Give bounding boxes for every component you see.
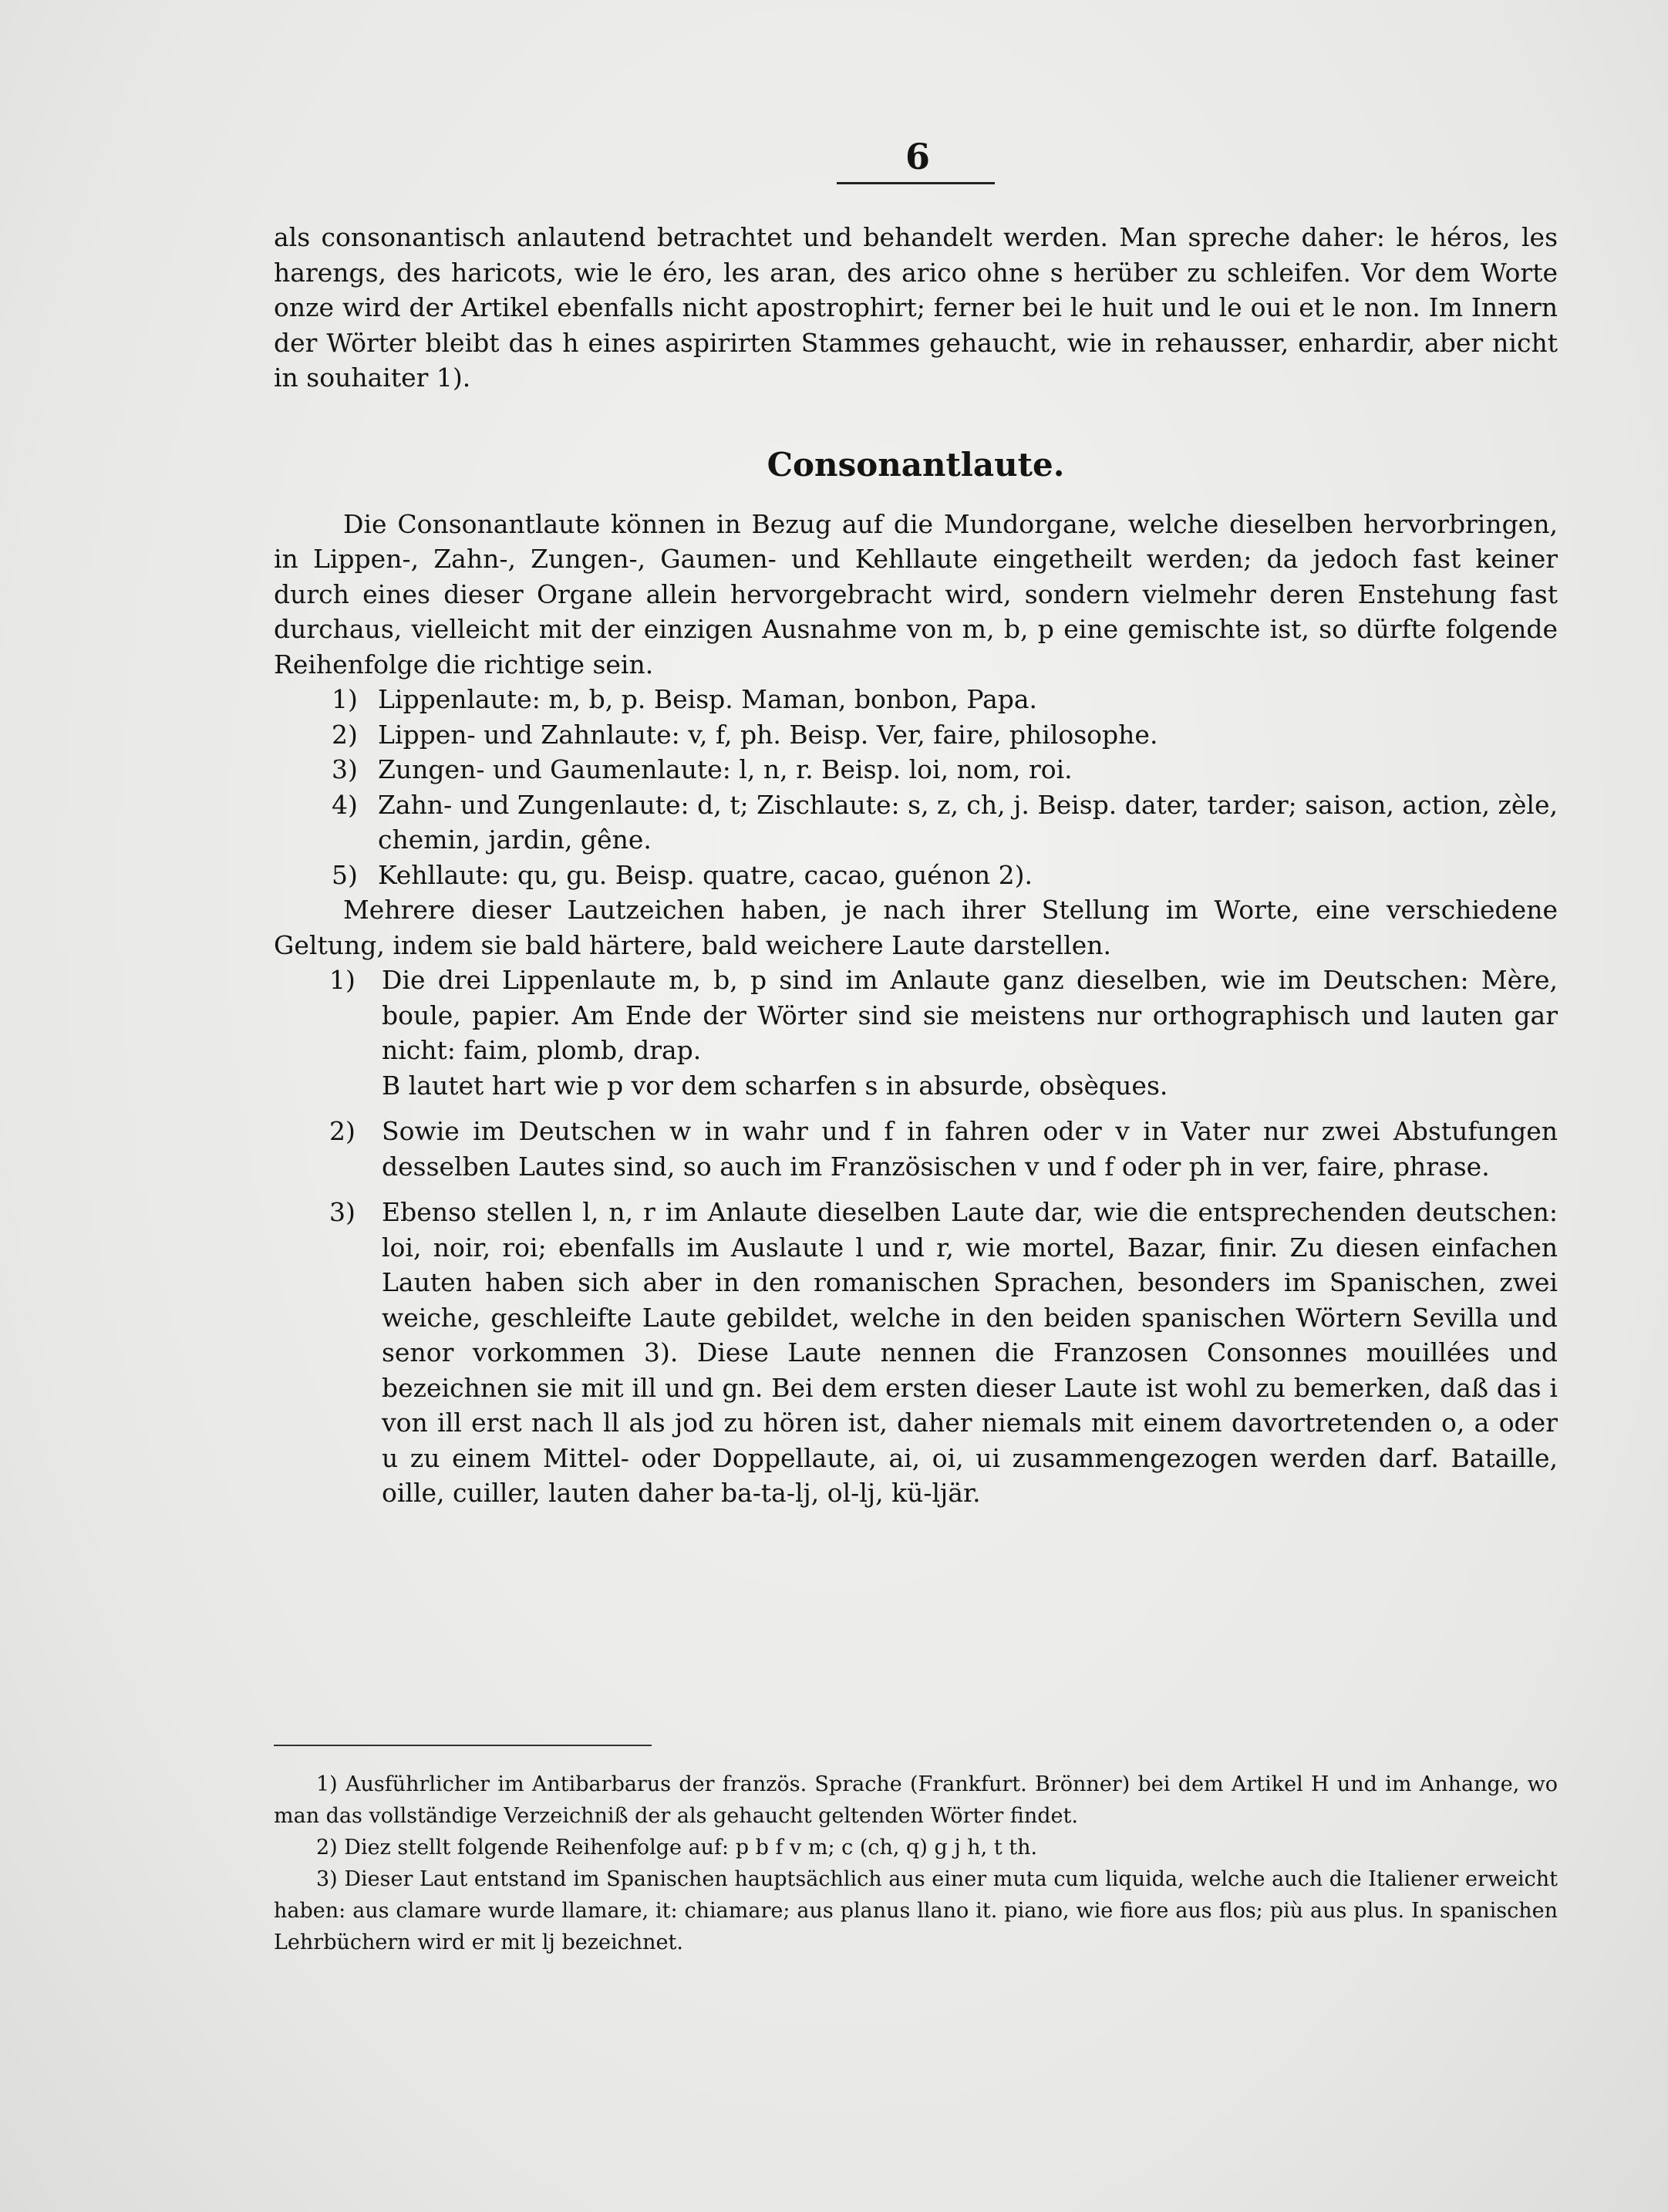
class-number: 4) [332,789,358,820]
class-number: 2) [332,719,358,750]
rule-item [274,963,1558,1068]
rule-extra [274,1068,1558,1104]
rule-extra-text: B lautet hart wie p vor dem scharfen s in absurde, obsèques. [382,1070,1168,1101]
rule-number: 2) [329,1116,356,1146]
class-text: Kehllaute: qu, gu. Beisp. quatre, cacao, guénon 2). [378,859,1033,890]
class-item [274,717,1558,753]
page-number: 6 [905,136,930,177]
footnote: 1) Ausführlicher im Antibarbarus der französ. Sprache (Frankfurt. Brönner) bei dem Artikel H und im Anhange, wo man das vollständige Verzeichniß der als gehaucht geltenden Wörter findet. [274,1772,1558,1828]
spacer [274,1103,1558,1114]
intro-paragraph: als consonantisch anlautend betrachtet und behandelt werden. Man spreche daher: le héros, les harengs, des haricots, wie le éro, les aran, des arico ohne s herüber zu schleifen. Vor dem Worte onze wird der Artikel ebenfalls nicht apostrophirt; ferner bei le huit und le oui et le non. Im Innern der Wörter bleibt das h eines aspirirten Stammes gehaucht, wie in rehausser, enhardir, aber nicht in souhaiter 1). [274,222,1558,393]
class-number: 3) [332,754,358,784]
paragraph-consonant-classes: Die Consonantlaute können in Bezug auf die Mundorgane, welche dieselben hervorbringen, in Lippen-, Zahn-, Zungen-, Gaumen- und Kehllaute eingetheilt werden; da jedoch fast keiner durch eines dieser Organe allein hervorgebracht wird, sondern vielmehr deren Enstehung fast durchaus, vielleicht mit der einzigen Ausnahme von m, b, p eine gemischte ist, so dürfte folgende Reihenfolge die richtige sein. [274,508,1558,679]
rule-text: Ebenso stellen l, n, r im Anlaute dieselben Laute dar, wie die entsprechenden deutschen: loi, noir, roi; ebenfalls im Auslaute l und r, wie mortel, Bazar, finir. Zu diesen einfachen Lauten haben sich aber in den romanischen Sprachen, besonders im Spanischen, zwei weiche, geschleifte Laute gebildet, welche in den beiden spanischen Wörtern Sevilla und senor vorkommen 3). Diese Laute nennen die Franzosen Consonnes mouillées und bezeichnen sie mit ill und gn. Bei dem ersten dieser Laute ist wohl zu bemerken, daß das i von ill erst nach ll als jod zu hören ist, daher niemals mit einem davortretenden o, a oder u zu einem Mittel- oder Doppellaute, ai, oi, ui zusammengezogen werden darf. Bataille, oille, cuiller, lauten daher ba-ta-lj, ol-lj, kü-ljär. [382,1197,1558,1508]
rule-text: Die drei Lippenlaute m, b, p sind im Anlaute ganz dieselben, wie im Deutschen: Mère, boule, papier. Am Ende der Wörter sind sie meistens nur orthographisch und lauten gar nicht: faim, plomb, drap. [382,965,1558,1065]
class-item [274,787,1558,858]
section-heading: Consonantlaute. [767,445,1065,484]
rule-item [274,1195,1558,1511]
class-text: Lippen- und Zahnlaute: v, f, ph. Beisp. Ver, faire, philosophe. [378,719,1158,750]
class-item [274,682,1558,717]
class-number: 1) [332,684,358,714]
rule-item [274,1114,1558,1184]
footnote: 2) Diez stellt folgende Reihenfolge auf: p b f v m; c (ch, q) g j h, t th. [316,1836,1038,1860]
rule-text: Sowie im Deutschen w in wahr und f in fahren oder v in Vater nur zwei Abstufungen desselben Lautes sind, so auch im Französischen v und f oder ph in ver, faire, phrase. [382,1116,1558,1182]
class-item [274,752,1558,787]
class-text: Lippenlaute: m, b, p. Beisp. Maman, bonbon, Papa. [378,684,1038,714]
rule-number: 1) [329,965,356,995]
class-number: 5) [332,859,358,890]
paragraph-sound-values: Mehrere dieser Lautzeichen haben, je nach ihrer Stellung im Worte, eine verschiedene Geltung, indem sie bald härtere, bald weichere Laute darstellen. [274,895,1558,960]
footnote-rule [274,1745,652,1746]
class-text: Zahn- und Zungenlaute: d, t; Zischlaute: s, z, ch, j. Beisp. dater, tarder; saison, action, zèle, chemin, jardin, gêne. [378,789,1558,855]
rule-number: 3) [329,1197,356,1227]
footnotes [274,1769,1558,1958]
class-item [274,858,1558,893]
page-number-rule [837,182,995,184]
class-text: Zungen- und Gaumenlaute: l, n, r. Beisp. loi, nom, roi. [378,754,1073,784]
main-text [274,220,1558,1511]
spacer [274,1184,1558,1195]
footnote: 3) Dieser Laut entstand im Spanischen hauptsächlich aus einer muta cum liquida, welche auch die Italiener erweicht haben: aus clamare wurde llamare, it: chiamare; aus planus llano it. piano, wie fiore aus flos; più aus plus. In spanischen Lehrbüchern wird er mit lj bezeichnet. [274,1867,1558,1954]
